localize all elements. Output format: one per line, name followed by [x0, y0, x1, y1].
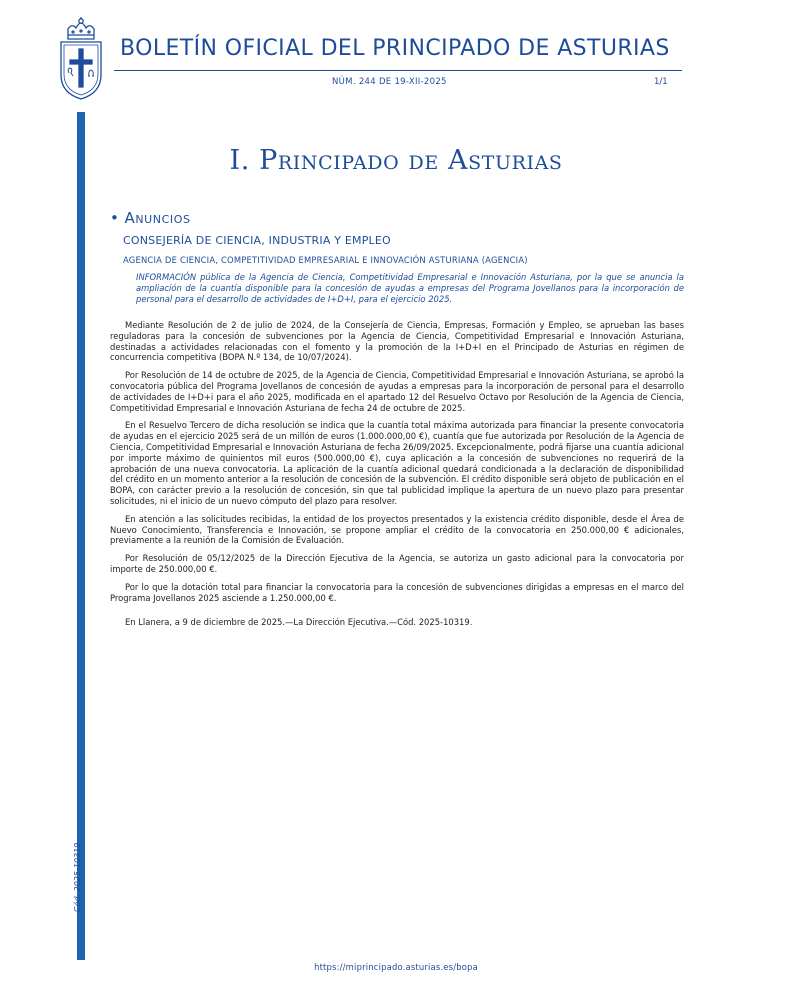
body-paragraph: Por lo que la dotación total para financiar la convocatoria para la concesión de subvenciones dirigidas a empresas en el marco del Programa Jovellanos 2025 asciende a 1.250.000,00 €. — [110, 581, 684, 603]
signature-line: En Llanera, a 9 de diciembre de 2025.—La Dirección Ejecutiva.—Cód. 2025-10319. — [125, 617, 473, 628]
body-paragraph: Por Resolución de 05/12/2025 de la Dirección Ejecutiva de la Agencia, se autoriza un gasto adicional para la convocatoria por importe de 250.000,00 €. — [110, 553, 684, 574]
page-count: 1/1 — [654, 77, 668, 87]
agency-name: AGENCIA DE CIENCIA, COMPETITIVIDAD EMPRESARIAL E INNOVACIÓN ASTURIANA (AGENCIA) — [123, 255, 528, 265]
footer-link[interactable]: https://miprincipado.asturias.es/bopa — [314, 962, 478, 972]
issue-number: NÚM. 244 DE 19-XII-2025 — [332, 77, 447, 87]
side-color-bar — [77, 112, 85, 960]
department-name: CONSEJERÍA DE CIENCIA, INDUSTRIA Y EMPLEO — [123, 234, 391, 247]
coat-of-arms-icon — [56, 15, 106, 101]
body-paragraph: Por Resolución de 14 de octubre de 2025, de la Agencia de Ciencia, Competitividad Empresarial e Innovación Asturiana, se aprobó la convocatoria pública del Programa Jovellanos de concesión de ayudas a empresas para la incorporación de personal para el desarrollo de actividades de I+D+i para el año 2025, modificada en el apartado 12 del Resuelvo Octavo por Resolución de la Agencia de Ciencia, Competitividad Empresarial e Innovación Asturiana de fecha 24 de octubre de 2025. — [110, 370, 684, 413]
body-paragraph: En el Resuelvo Tercero de dicha resolución se indica que la cuantía total máxima autorizada para financiar la presente convocatoria de ayudas en el ejercicio 2025 será de un millón de euros (1.000.000,00 €), cuantía que fue autorizada por Resolución de la Agencia de Ciencia, Competitividad Empresarial e Innovación Asturiana de fecha 26/09/2025. Excepcionalmente, podrá fijarse una cuantía adicional por importe máximo de quinientos mil euros (500.000,00 €), cuya aplicación a la concesión de subvenciones no requerirá de la aprobación de una nueva convocatoria. La aplicación de la cuantía adicional quedará condicionada a la declaración de disponibilidad del crédito en un momento anterior a la resolución de concesión de la subvención. El crédito disponible será objeto de publicación en el BOPA, con carácter previo a la resolución de concesión, sin que tal publicidad implique la apertura de un nuevo plazo para presentar solicitudes, ni el inicio de un nuevo cómputo del plazo para resolver. — [110, 420, 684, 506]
side-document-code: Cód. 2025-10319 — [73, 842, 82, 912]
section-title: I. Principado de Asturias — [229, 145, 563, 176]
anuncios-label: Anuncios — [124, 209, 191, 227]
announcement-body — [110, 320, 684, 635]
bullet-icon: • — [110, 209, 120, 227]
header-divider — [114, 70, 682, 71]
body-paragraph: En atención a las solicitudes recibidas, la entidad de los proyectos presentados y la existencia crédito disponible, desde el Área de Nuevo Conocimiento, Transferencia e Innovación, se propone ampliar el crédito de la convocatoria en 250.000,00 € adicionales, previamente a la reunión de la Comisión de Evaluación. — [110, 513, 684, 546]
body-paragraph: Mediante Resolución de 2 de julio de 2024, de la Consejería de Ciencia, Empresas, Formación y Empleo, se aprueban las bases reguladoras para la concesión de subvenciones por la Agencia de Ciencia, Competitividad Empresarial e Innovación Asturiana, destinadas a actividades relacionadas con el fomento y la promoción de la I+D+I en el Principado de Asturias en régimen de concurrencia competitiva (BOPA N.º 134, de 10/07/2024). — [110, 320, 684, 363]
bulletin-title: BOLETÍN OFICIAL DEL PRINCIPADO DE ASTURIAS — [120, 36, 670, 61]
anuncios-heading — [110, 209, 191, 227]
announcement-summary: INFORMACIÓN pública de la Agencia de Ciencia, Competitividad Empresarial e Innovación Asturiana, por la que se anuncia la ampliación de la cuantía disponible para la concesión de ayudas a empresas del Programa Jovellanos para la incorporación de personal para el desarrollo de actividades de I+D+I, para el ejercicio 2025. — [136, 272, 684, 304]
